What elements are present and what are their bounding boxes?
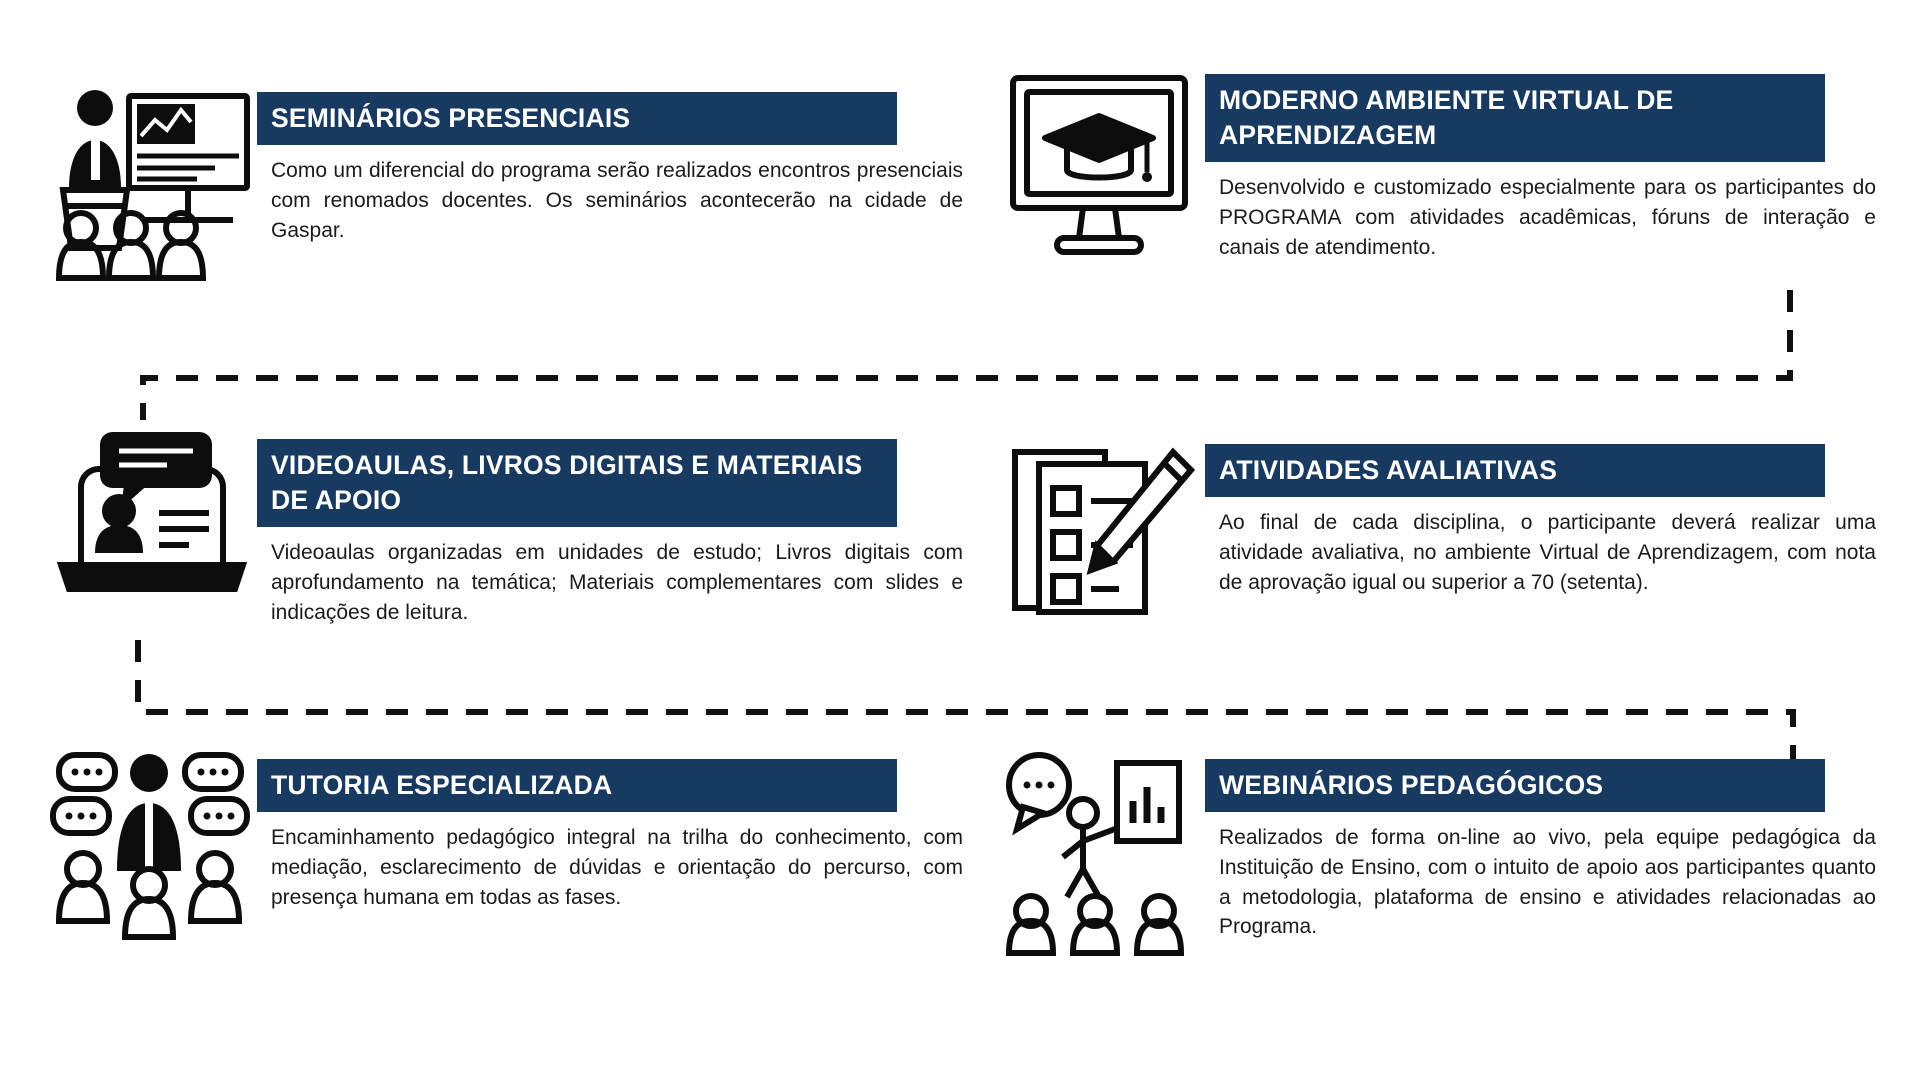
card-title: ATIVIDADES AVALIATIVAS bbox=[1205, 444, 1825, 497]
card-title: SEMINÁRIOS PRESENCIAIS bbox=[257, 92, 897, 145]
card-text bbox=[257, 425, 977, 627]
card-body: Realizados de forma on-line ao vivo, pela equipe pedagógica da Instituição de Ensino, com o intuito de apoio aos participantes quanto a metodologia, plataforma de ensino e atividades relacionadas ao Programa. bbox=[1219, 825, 1876, 939]
card-body: Ao final de cada disciplina, o participante deverá realizar uma atividade avaliativa, no ambiente Virtual de Aprendizagem, com nota de aprovação igual ou superior a 70 (setenta). bbox=[1219, 510, 1876, 594]
laptop-video-lesson-chat-icon bbox=[42, 425, 257, 655]
card-ambiente-virtual bbox=[990, 60, 1890, 290]
desktop-monitor-graduation-cap-icon bbox=[990, 60, 1205, 290]
card-webinarios-pedagogicos bbox=[990, 745, 1890, 975]
presenter-chart-board-audience-icon bbox=[990, 745, 1205, 975]
card-body: Como um diferencial do programa serão realizados encontros presenciais com renomados docentes. Os seminários acontecerão na cidade de Gaspar. bbox=[271, 158, 963, 242]
card-body: Encaminhamento pedagógico integral na trilha do conhecimento, com mediação, esclarecimento de dúvidas e orientação do percurso, com presença humana em todas as fases. bbox=[271, 825, 963, 909]
card-text bbox=[1205, 60, 1890, 262]
card-body: Videoaulas organizadas em unidades de estudo; Livros digitais com aprofundamento na temática; Materiais complementares com slides e indicações de leitura. bbox=[271, 540, 963, 624]
tutor-group-speech-bubbles-icon bbox=[42, 745, 257, 975]
card-atividades-avaliativas bbox=[990, 430, 1890, 660]
card-title: VIDEOAULAS, LIVROS DIGITAIS E MATERIAIS DE APOIO bbox=[257, 439, 897, 527]
card-seminarios-presenciais bbox=[42, 78, 977, 308]
card-title: MODERNO AMBIENTE VIRTUAL DE APRENDIZAGEM bbox=[1205, 74, 1825, 162]
card-title: TUTORIA ESPECIALIZADA bbox=[257, 759, 897, 812]
connector-row1-to-row2 bbox=[143, 290, 1790, 420]
card-text bbox=[1205, 745, 1890, 942]
card-text bbox=[1205, 430, 1890, 597]
presenter-whiteboard-audience-icon bbox=[42, 78, 257, 308]
card-videoaulas-livros-digitais bbox=[42, 425, 977, 655]
card-title: WEBINÁRIOS PEDAGÓGICOS bbox=[1205, 759, 1825, 812]
card-body: Desenvolvido e customizado especialmente para os participantes do PROGRAMA com atividades acadêmicas, fóruns de interação e canais de atendimento. bbox=[1219, 175, 1876, 259]
card-tutoria-especializada bbox=[42, 745, 977, 975]
checklist-pencil-icon bbox=[990, 430, 1205, 660]
card-text bbox=[257, 745, 977, 912]
card-text bbox=[257, 78, 977, 245]
